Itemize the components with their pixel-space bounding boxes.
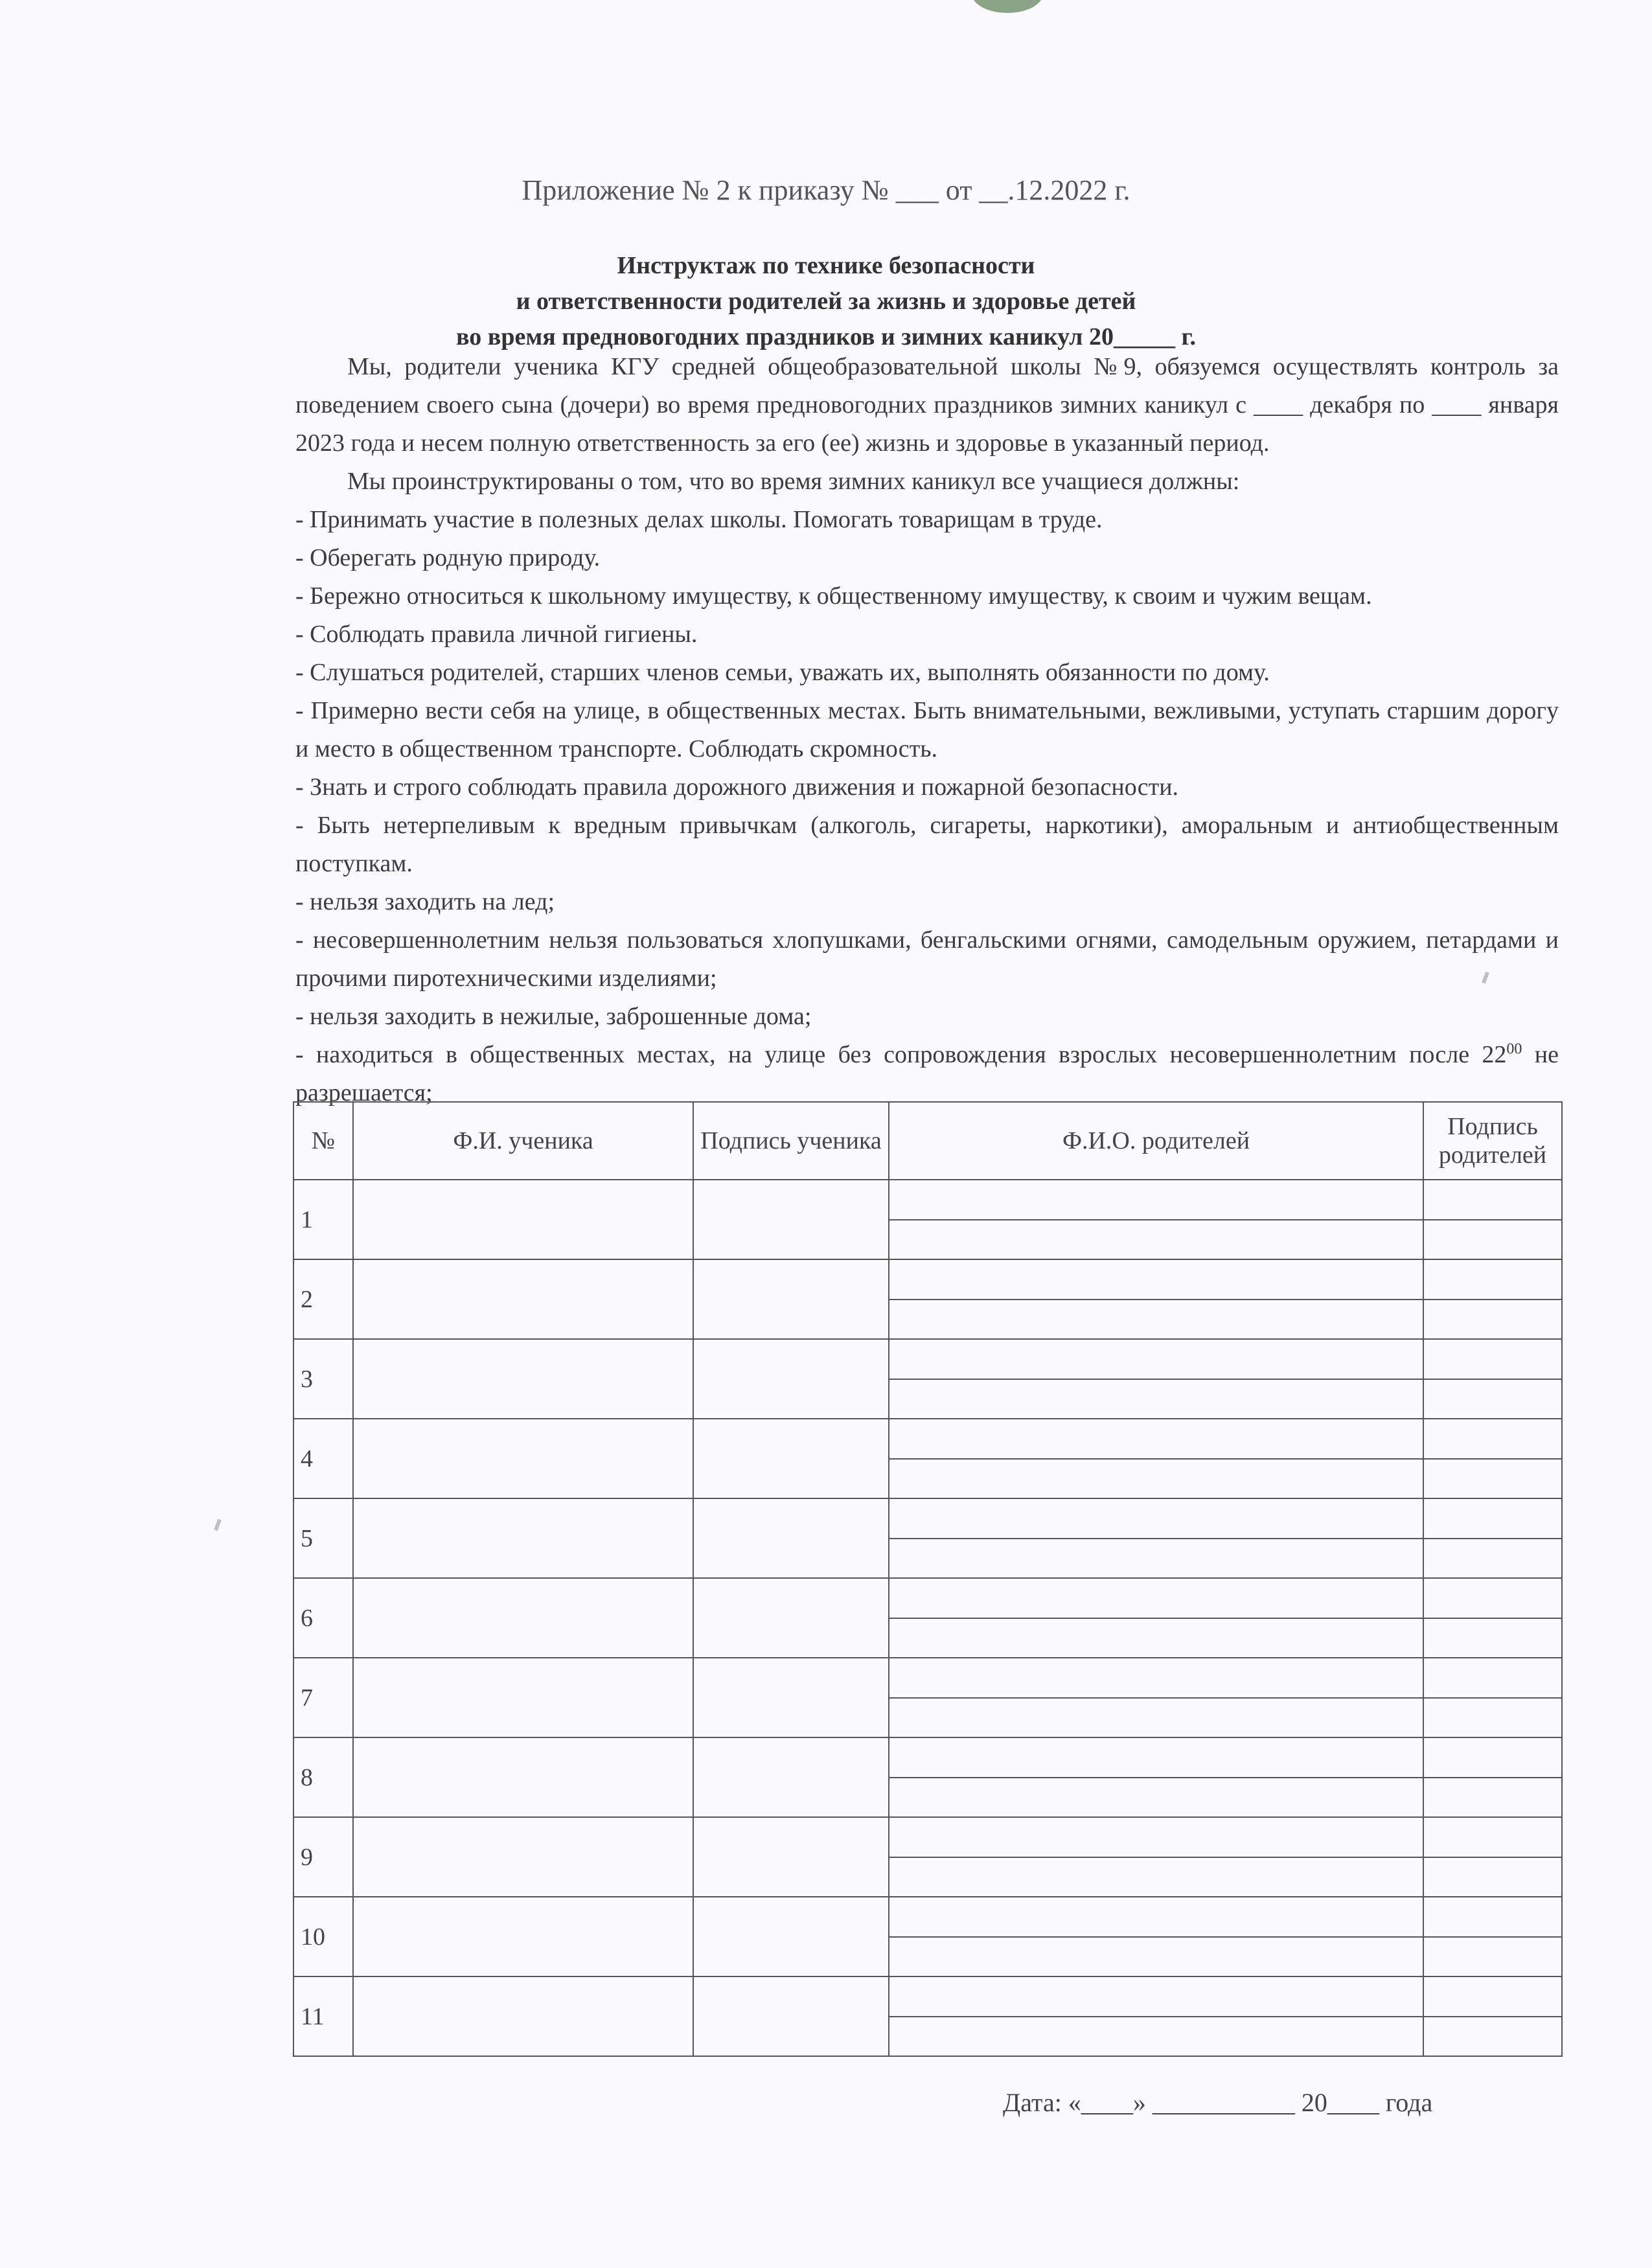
document-title <box>0 248 1652 355</box>
table-header-row <box>293 1102 1562 1180</box>
header-num: № <box>293 1102 353 1180</box>
instruction-body <box>295 348 1559 1112</box>
parent-name-cell[interactable] <box>889 1737 1423 1778</box>
parent-name-cell[interactable] <box>889 1658 1423 1698</box>
scan-speck <box>214 1519 222 1531</box>
parent-sign-cell[interactable] <box>1423 1937 1562 1977</box>
parent-sign-cell[interactable] <box>1423 2017 1562 2057</box>
parent-name-cell[interactable] <box>889 1419 1423 1459</box>
student-name-cell[interactable] <box>353 1976 693 2056</box>
table-row <box>293 1259 1562 1300</box>
curfew-minutes: 00 <box>1506 1040 1522 1058</box>
table-row <box>293 1976 1562 2017</box>
header-student-name: Ф.И. ученика <box>353 1102 693 1180</box>
parent-sign-cell[interactable] <box>1423 1180 1562 1220</box>
parent-name-cell[interactable] <box>889 1539 1423 1579</box>
row-number: 7 <box>293 1658 353 1737</box>
student-name-cell[interactable] <box>353 1259 693 1339</box>
rule-item: - Слушаться родителей, старших членов семьи, уважать их, выполнять обязанности по дому. <box>295 659 1270 686</box>
row-number: 3 <box>293 1339 353 1419</box>
parent-sign-cell[interactable] <box>1423 1578 1562 1618</box>
parent-sign-cell[interactable] <box>1423 1778 1562 1818</box>
parent-sign-cell[interactable] <box>1423 1897 1562 1937</box>
row-number: 6 <box>293 1578 353 1658</box>
student-sign-cell[interactable] <box>693 1259 889 1339</box>
row-number: 9 <box>293 1817 353 1897</box>
student-sign-cell[interactable] <box>693 1737 889 1817</box>
rule-item: - Бережно относиться к школьному имуществу, к общественному имуществу, к своим и чужим вещам. <box>295 582 1372 610</box>
parent-sign-cell[interactable] <box>1423 1259 1562 1300</box>
student-sign-cell[interactable] <box>693 1897 889 1976</box>
rule-item: - Примерно вести себя на улице, в общественных местах. Быть внимательными, вежливыми, уступать старшим дорогу и место в общественном транспорте. Соблюдать скромность. <box>295 697 1559 762</box>
student-sign-cell[interactable] <box>693 1578 889 1658</box>
table-row <box>293 1339 1562 1379</box>
parent-sign-cell[interactable] <box>1423 1817 1562 1857</box>
parent-name-cell[interactable] <box>889 1578 1423 1618</box>
parent-sign-cell[interactable] <box>1423 1698 1562 1738</box>
parent-name-cell[interactable] <box>889 1857 1423 1897</box>
parent-sign-cell[interactable] <box>1423 1419 1562 1459</box>
parent-sign-cell[interactable] <box>1423 1539 1562 1579</box>
student-name-cell[interactable] <box>353 1419 693 1498</box>
row-number: 2 <box>293 1259 353 1339</box>
parent-sign-cell[interactable] <box>1423 1737 1562 1778</box>
row-number: 4 <box>293 1419 353 1498</box>
date-line: Дата: «____» ___________ 20____ года <box>1003 2088 1433 2117</box>
parent-name-cell[interactable] <box>889 2017 1423 2057</box>
table-row <box>293 1817 1562 1857</box>
parent-sign-cell[interactable] <box>1423 1857 1562 1897</box>
parent-sign-cell[interactable] <box>1423 1300 1562 1340</box>
rule-item: - нельзя заходить на лед; <box>295 888 555 915</box>
parent-sign-cell[interactable] <box>1423 1658 1562 1698</box>
parent-name-cell[interactable] <box>889 1379 1423 1419</box>
rule-item: - Знать и строго соблюдать правила дорожного движения и пожарной безопасности. <box>295 773 1179 801</box>
table-row <box>293 1658 1562 1698</box>
parent-sign-cell[interactable] <box>1423 1459 1562 1499</box>
table-row <box>293 1498 1562 1539</box>
student-name-cell[interactable] <box>353 1578 693 1658</box>
curfew-text: - находиться в общественных местах, на улице без сопровождения взрослых несовершеннолетним после 22 <box>295 1041 1507 1068</box>
rule-item: - несовершеннолетним нельзя пользоваться хлопушками, бенгальскими огнями, самодельным оружием, петардами и прочими пиротехническими изделиями; <box>295 926 1559 992</box>
rule-item: - Принимать участие в полезных делах школы. Помогать товарищам в труде. <box>295 506 1103 533</box>
student-sign-cell[interactable] <box>693 1339 889 1419</box>
table-row <box>293 1180 1562 1220</box>
table-row <box>293 1419 1562 1459</box>
parent-name-cell[interactable] <box>889 1937 1423 1977</box>
row-number: 10 <box>293 1897 353 1976</box>
parent-name-cell[interactable] <box>889 1698 1423 1738</box>
title-line-2: и ответственности родителей за жизнь и здоровье детей <box>516 288 1136 315</box>
row-number: 5 <box>293 1498 353 1578</box>
parent-name-cell[interactable] <box>889 1976 1423 2017</box>
row-number: 8 <box>293 1737 353 1817</box>
parent-name-cell[interactable] <box>889 1897 1423 1937</box>
rule-item: - Быть нетерпеливым к вредным привычкам (алкоголь, сигареты, наркотики), аморальным и антиобщественным поступкам. <box>295 812 1559 877</box>
rule-item: - Оберегать родную природу. <box>295 544 601 571</box>
signature-table <box>293 1101 1563 2057</box>
parent-name-cell[interactable] <box>889 1817 1423 1857</box>
parent-name-cell[interactable] <box>889 1180 1423 1220</box>
parent-name-cell[interactable] <box>889 1220 1423 1260</box>
parent-sign-cell[interactable] <box>1423 1498 1562 1539</box>
student-sign-cell[interactable] <box>693 1817 889 1897</box>
student-name-cell[interactable] <box>353 1737 693 1817</box>
rule-item: - нельзя заходить в нежилые, заброшенные дома; <box>295 1003 812 1030</box>
table-row <box>293 1897 1562 1937</box>
parent-name-cell[interactable] <box>889 1498 1423 1539</box>
student-sign-cell[interactable] <box>693 1658 889 1737</box>
student-sign-cell[interactable] <box>693 1419 889 1498</box>
student-name-cell[interactable] <box>353 1817 693 1897</box>
student-name-cell[interactable] <box>353 1658 693 1737</box>
parent-sign-cell[interactable] <box>1423 1339 1562 1379</box>
rule-item: - Соблюдать правила личной гигиены. <box>295 621 698 648</box>
intro-paragraph: Мы, родители ученика КГУ средней общеобразовательной школы №9, обязуемся осуществлять контроль за поведением своего сына (дочери) во время предновогодних праздников зимних каникул с ____ декабря по ____ января 2023 года и несем полную ответственность за его (ее) жизнь и здоровье в указанный период. <box>295 353 1559 457</box>
instructed-paragraph: Мы проинструктированы о том, что во время зимних каникул все учащиеся должны: <box>347 468 1240 495</box>
parent-name-cell[interactable] <box>889 1339 1423 1379</box>
student-name-cell[interactable] <box>353 1897 693 1976</box>
curfew-text-end: не разрешается; <box>295 1041 1559 1106</box>
table-body <box>293 1180 1562 2056</box>
parent-name-cell[interactable] <box>889 1618 1423 1658</box>
parent-name-cell[interactable] <box>889 1778 1423 1818</box>
header-parents-name: Ф.И.О. родителей <box>889 1102 1423 1180</box>
header-student-sign: Подпись ученика <box>693 1102 889 1180</box>
student-name-cell[interactable] <box>353 1339 693 1419</box>
appendix-heading: Приложение № 2 к приказу № ___ от __.12.2022 г. <box>522 174 1130 206</box>
parent-name-cell[interactable] <box>889 1300 1423 1340</box>
student-sign-cell[interactable] <box>693 1180 889 1259</box>
row-number: 1 <box>293 1180 353 1259</box>
title-line-1: Инструктаж по технике безопасности <box>617 252 1035 279</box>
table-row <box>293 1578 1562 1618</box>
parent-sign-cell[interactable] <box>1423 1976 1562 2017</box>
title-line-3: во время предновогодних праздников и зимних каникул 20_____ г. <box>456 323 1196 350</box>
row-number: 11 <box>293 1976 353 2056</box>
student-name-cell[interactable] <box>353 1498 693 1578</box>
student-sign-cell[interactable] <box>693 1498 889 1578</box>
header-parents-sign: Подпись родителей <box>1423 1102 1562 1180</box>
binder-clip-mark <box>972 0 1043 13</box>
table-row <box>293 1737 1562 1778</box>
parent-name-cell[interactable] <box>889 1459 1423 1499</box>
parent-name-cell[interactable] <box>889 1259 1423 1300</box>
parent-sign-cell[interactable] <box>1423 1220 1562 1260</box>
student-sign-cell[interactable] <box>693 1976 889 2056</box>
parent-sign-cell[interactable] <box>1423 1618 1562 1658</box>
parent-sign-cell[interactable] <box>1423 1379 1562 1419</box>
student-name-cell[interactable] <box>353 1180 693 1259</box>
